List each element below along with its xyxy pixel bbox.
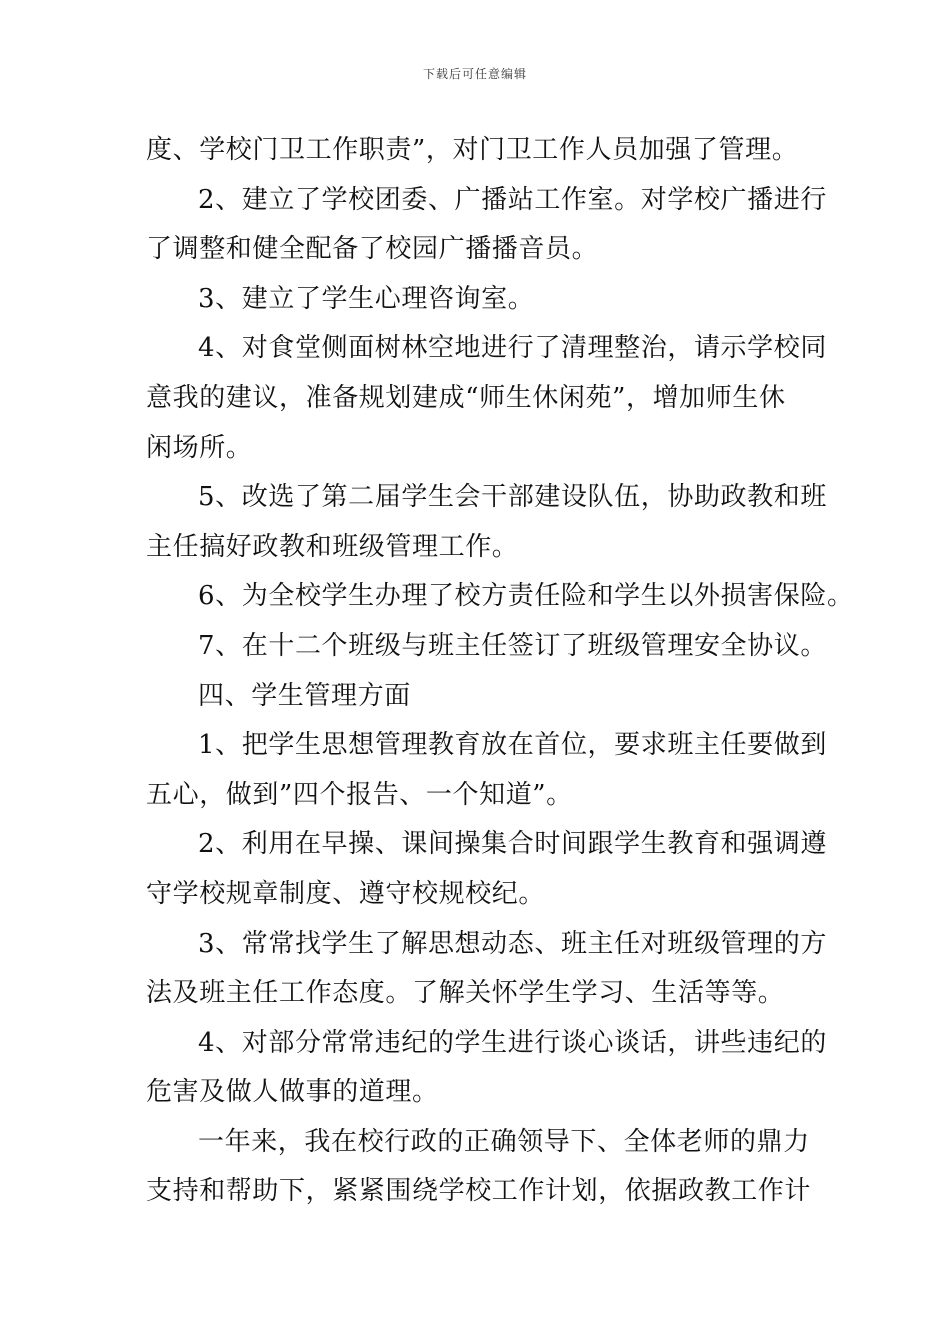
paragraph bbox=[146, 473, 827, 572]
text-line: 度、学校门卫工作职责”，对门卫工作人员加强了管理。 bbox=[146, 135, 799, 165]
text-line: 危害及做人做事的道理。 bbox=[146, 1077, 439, 1108]
text-line: 闲场所。 bbox=[146, 432, 253, 463]
paragraph bbox=[146, 1118, 812, 1217]
paragraph bbox=[146, 324, 827, 473]
text-line: 7、在十二个班级与班主任签订了班级管理安全协议。 bbox=[198, 630, 827, 661]
text-line: 5、改选了第二届学生会干部建设队伍，协助政教和班 bbox=[198, 482, 827, 513]
text-line: 主任搞好政教和班级管理工作。 bbox=[146, 531, 519, 562]
paragraph bbox=[146, 920, 827, 1019]
text-line: 了调整和健全配备了校园广播播音员。 bbox=[146, 234, 599, 265]
text-line: 2、利用在早操、课间操集合时间跟学生教育和强调遵 bbox=[198, 829, 827, 860]
paragraph bbox=[146, 572, 854, 622]
text-line: 法及班主任工作态度。了解关怀学生学习、生活等等。 bbox=[146, 978, 785, 1009]
text-line: 3、建立了学生心理咨询室。 bbox=[198, 283, 535, 314]
text-line: 守学校规章制度、遵守校规校纪。 bbox=[146, 878, 546, 909]
text-line: 3、常常找学生了解思想动态、班主任对班级管理的方 bbox=[198, 928, 827, 959]
text-line: 一年来，我在校行政的正确领导下、全体老师的鼎力 bbox=[198, 1126, 810, 1157]
page-header: 下载后可任意编辑 bbox=[422, 67, 527, 81]
paragraph bbox=[146, 622, 827, 672]
paragraph bbox=[146, 126, 808, 176]
text-line: 支持和帮助下，紧紧围绕学校工作计划，依据政教工作计 bbox=[146, 1176, 812, 1207]
text-line: 四、学生管理方面 bbox=[198, 680, 411, 711]
text-line: 意我的建议，准备规划建成“师生休闲苑”，增加师生休 bbox=[146, 382, 786, 413]
document-body bbox=[146, 126, 854, 1217]
text-line: 2、建立了学校团委、广播站工作室。对学校广播进行 bbox=[198, 184, 827, 215]
text-line: 1、把学生思想管理教育放在首位，要求班主任要做到 bbox=[198, 730, 827, 761]
text-line: 4、对食堂侧面树林空地进行了清理整治，请示学校同 bbox=[198, 333, 827, 364]
paragraph bbox=[146, 721, 827, 820]
paragraph bbox=[146, 820, 827, 919]
text-line: 五心，做到”四个报告、一个知道”。 bbox=[146, 779, 573, 810]
section-heading bbox=[146, 672, 808, 722]
paragraph bbox=[146, 275, 808, 325]
paragraph bbox=[146, 1019, 827, 1118]
text-line: 4、对部分常常违纪的学生进行谈心谈话，讲些违纪的 bbox=[198, 1027, 827, 1058]
text-line: 6、为全校学生办理了校方责任险和学生以外损害保险。 bbox=[198, 581, 854, 612]
paragraph bbox=[146, 176, 827, 275]
